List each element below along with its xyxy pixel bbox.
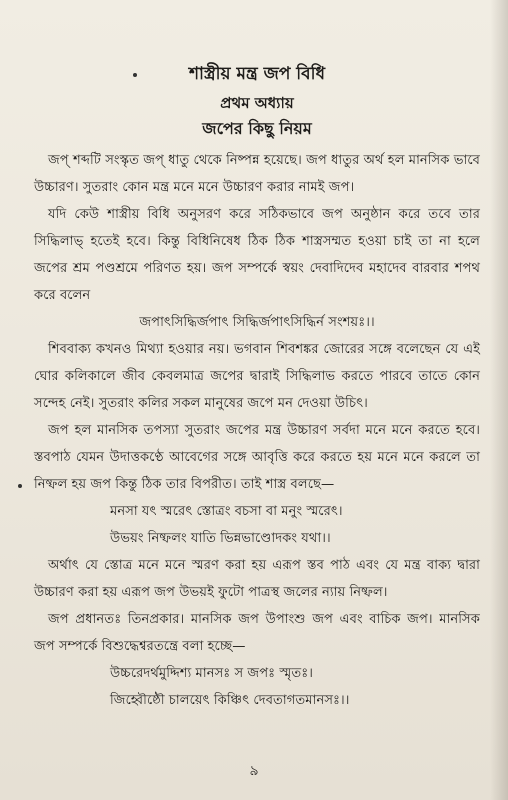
page-number: ৯ xyxy=(249,763,259,779)
paragraph: শিববাক্য কখনও মিথ্যা হওয়ার নয়। ভগবান শিবশঙ্কর জোরের সঙ্গে বলেছেন যে এই ঘোর কলিকালে জীব কেবলমাত্র জপের দ্বারাই সিদ্ধিলাভ করতে পারবে তাতে কোন সন্দেহ নেই। সুতরাং কলির সকল মানুষের জপে মন দেওয়া উচিৎ। xyxy=(34,342,480,411)
chapter-subtitle: প্রথম অধ্যায় xyxy=(220,94,294,112)
verse-line: জপাৎসিদ্ধির্জপাৎ সিদ্ধির্জপাৎসিদ্ধির্ন সংশয়ঃ।। xyxy=(139,315,375,330)
ink-speck xyxy=(18,484,22,488)
verse-block xyxy=(34,660,480,714)
page-edge-shadow xyxy=(490,0,508,800)
body-text xyxy=(34,147,480,714)
paragraph: জপ প্রধানতঃ তিনপ্রকার। মানসিক জপ উপাংশু জপ এবং বাচিক জপ। মানসিক জপ সম্পর্কে বিশুদ্ধেশ্বরতন্ত্রে বলা হচ্ছে— xyxy=(34,612,480,654)
verse-line: মনসা যৎ স্মরেৎ স্তোত্রং বচসা বা মনুং স্মরেৎ। xyxy=(110,504,343,519)
paragraph: জপ্ শব্দটি সংস্কৃত জপ্ ধাতু থেকে নিষ্পন্ন হয়েছে। জপ ধাতুর অর্থ হল মানসিক ভাবে উচ্চারণ। সুতরাং কোন মন্ত্র মনে মনে উচ্চারণ করার নামই জপ। xyxy=(34,153,480,195)
verse-line: উভয়ং নিষ্ফলং যাতি ভিন্নভাণ্ডোদকং যথা।। xyxy=(110,531,331,546)
book-title: শাস্ত্রীয় মন্ত্র জপ বিধি xyxy=(188,64,326,84)
verse-line: উচ্চরেদর্থমুদ্দিশ্য মানসঃ স জপঃ স্মৃতঃ। xyxy=(110,666,313,681)
paragraph: যদি কেউ শাস্ত্রীয় বিধি অনুসরণ করে সঠিকভাবে জপ অনুষ্ঠান করে তবে তার সিদ্ধিলাভ্ হতেই হবে। কিন্তু বিধিনিষেধ ঠিক ঠিক শাস্ত্রসম্মত হওয়া চাই তা না হলে জপের শ্রম পণ্ডশ্রমে পরিণত হয়। জপ সম্পর্কে স্বয়ং দেবাদিদেব মহাদেব বারবার শপথ করে বলেন xyxy=(34,207,480,303)
title-block xyxy=(34,62,480,140)
paragraph: অর্থাৎ যে স্তোত্র মনে মনে স্মরণ করা হয় এরূপ স্তব পাঠ এবং যে মন্ত্র বাক্য দ্বারা উচ্চারণ করা হয় এরূপ জপ উভয়ই ফুটো পাত্রস্থ জলের ন্যায় নিষ্ফল। xyxy=(34,558,480,600)
verse-line: জিহ্বৌষ্ঠৌ চালয়েৎ কিঞ্চিৎ দেবতাগতমানসঃ।। xyxy=(110,693,350,708)
section-heading: জপের কিছু নিয়ম xyxy=(202,119,312,138)
ink-speck xyxy=(133,73,137,77)
verse-block xyxy=(34,498,480,552)
paragraph: জপ হল মানসিক তপস্যা সুতরাং জপের মন্ত্র উচ্চারণ সর্বদা মনে মনে করতে হবে। স্তবপাঠ যেমন উদাত্তকণ্ঠে আবেগের সঙ্গে আবৃত্তি করে করতে হয় মনে মনে করলে তা নিষ্ফল হয় জপ কিন্তু ঠিক তার বিপরীত। তাই শাস্ত্র বলছে— xyxy=(34,423,480,492)
